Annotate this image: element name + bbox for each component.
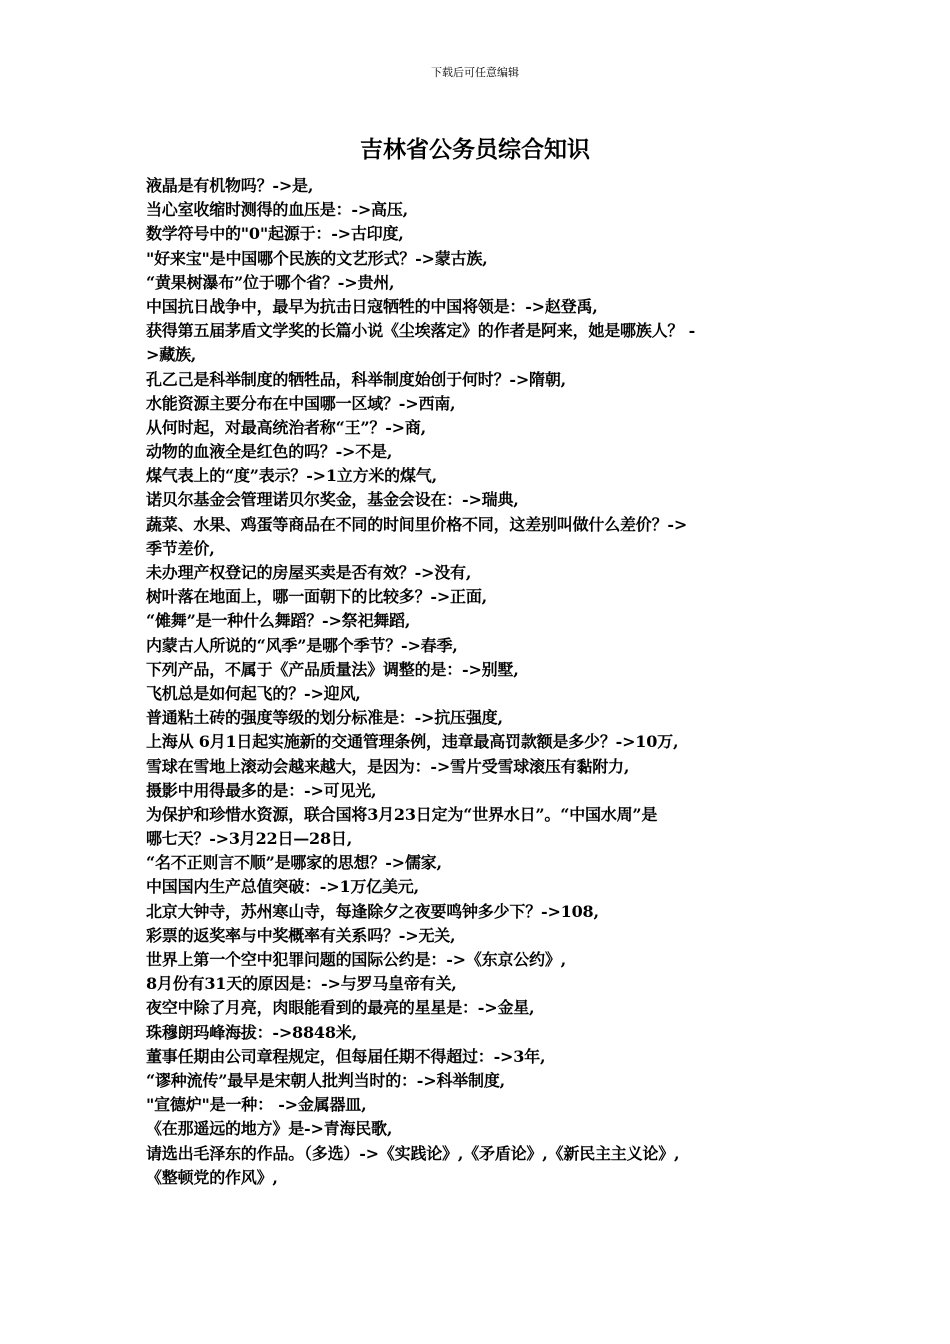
text-line: 董事任期由公司章程规定，但每届任期不得超过：->3年, [146, 1046, 546, 1066]
document-body [146, 174, 812, 1190]
download-note: 下载后可任意编辑 [431, 66, 519, 79]
text-line: 请选出毛泽东的作品。（多选）->《实践论》,《矛盾论》,《新民主主义论》, [146, 1143, 680, 1163]
text-line: 为保护和珍惜水资源，联合国将3月23日定为“世界水日”。“中国水周”是 [146, 804, 658, 824]
text-line: >藏族, [146, 345, 197, 365]
text-line: 未办理产权登记的房屋买卖是否有效？->没有, [146, 563, 472, 582]
text-line: 中国抗日战争中，最早为抗击日寇牺牲的中国将领是：->赵登禹, [146, 296, 598, 316]
text-line: 从何时起，对最高统治者称“王”？->商, [146, 417, 427, 437]
text-line: 季节差价, [146, 538, 215, 558]
text-line: 煤气表上的“度”表示？->1立方米的煤气, [146, 466, 437, 486]
text-line: "好来宝"是中国哪个民族的文艺形式？->蒙古族, [146, 248, 488, 268]
text-line: 哪七天？->3月22日—28日, [146, 829, 353, 849]
text-line: 《在那遥远的地方》是->青海民歌, [146, 1119, 393, 1139]
text-line: 中国国内生产总值突破：->1万亿美元, [146, 877, 419, 897]
text-line: “谬种流传”最早是宋朝人批判当时的：->科举制度, [146, 1070, 506, 1090]
text-line: 彩票的返奖率与中奖概率有关系吗？->无关, [146, 925, 456, 945]
text-line: 珠穆朗玛峰海拔：->8848米, [146, 1022, 357, 1042]
text-line: 数学符号中的"0"起源于：->古印度, [146, 224, 404, 244]
text-line: 孔乙己是科举制度的牺牲品，科举制度始创于何时？->隋朝, [146, 369, 567, 389]
text-line: 蔬菜、水果、鸡蛋等商品在不同的时间里价格不同，这差别叫做什么差价？-> [146, 514, 688, 534]
text-line: 飞机总是如何起飞的？->迎风, [146, 683, 361, 703]
text-line: “名不正则言不顺”是哪家的思想？->儒家, [146, 853, 442, 873]
text-line: 液晶是有机物吗？->是, [146, 176, 314, 195]
text-line: 水能资源主要分布在中国哪一区域？->西南, [146, 393, 456, 413]
text-line: 世界上第一个空中犯罪问题的国际公约是：->《东京公约》, [146, 950, 567, 969]
text-line: 下列产品，不属于《产品质量法》调整的是：->别墅, [146, 659, 519, 679]
text-line: 获得第五届茅盾文学奖的长篇小说《尘埃落定》的作者是阿来，她是哪族人？ - [146, 321, 696, 341]
text-line: 夜空中除了月亮，肉眼能看到的最亮的星星是：->金星, [146, 998, 535, 1018]
text-line: 诺贝尔基金会管理诺贝尔奖金，基金会设在：->瑞典, [146, 490, 519, 510]
text-line: 当心室收缩时测得的血压是：->高压, [146, 200, 409, 220]
text-line: 树叶落在地面上，哪一面朝下的比较多？->正面, [146, 587, 488, 607]
text-line: 内蒙古人所说的“风季”是哪个季节？->春季, [146, 635, 458, 655]
text-line: “黄果树瀑布”位于哪个省？->贵州, [146, 272, 395, 292]
text-line: 雪球在雪地上滚动会越来越大，是因为：->雪片受雪球滚压有黏附力, [146, 756, 630, 776]
text-line: 《整顿党的作风》, [146, 1167, 278, 1187]
text-line: 动物的血液全是红色的吗？->不是, [146, 442, 393, 462]
text-line: 摄影中用得最多的是：->可见光, [146, 780, 377, 800]
text-line: 8月份有31天的原因是：->与罗马皇帝有关, [146, 974, 457, 994]
text-line: "宣德炉"是一种： ->金属器皿, [146, 1095, 367, 1115]
text-line: 普通粘土砖的强度等级的划分标准是：->抗压强度, [146, 708, 503, 728]
text-line: 北京大钟寺，苏州寒山寺，每逢除夕之夜要鸣钟多少下？->108, [146, 901, 599, 921]
text-line: “傩舞”是一种什么舞蹈？->祭祀舞蹈, [146, 611, 411, 631]
page-title: 吉林省公务员综合知识 [360, 136, 590, 163]
text-line: 上海从 6月1日起实施新的交通管理条例，违章最高罚款额是多少？->10万, [146, 732, 679, 752]
